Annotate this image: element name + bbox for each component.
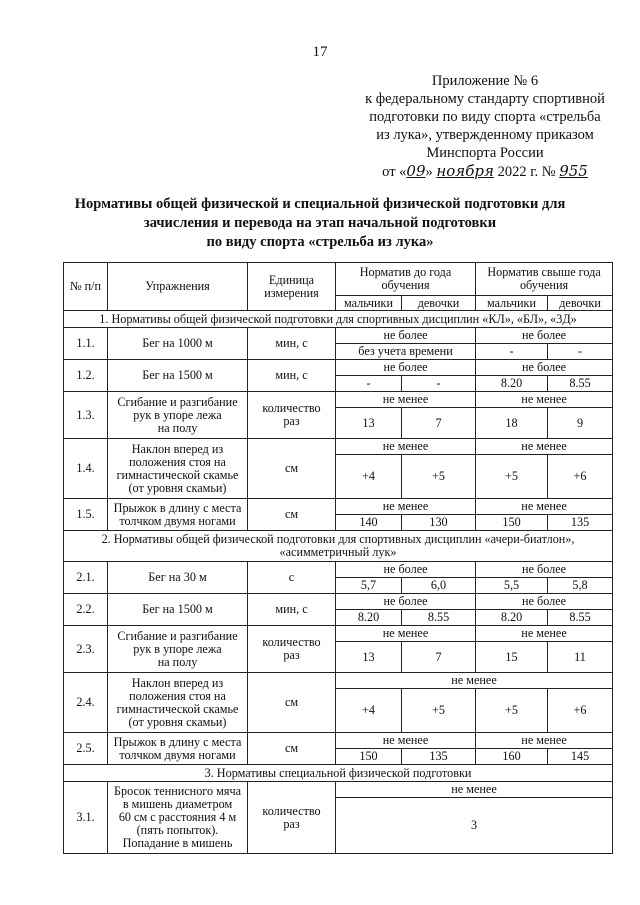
value-cell: 130 xyxy=(402,515,476,531)
row-exercise xyxy=(108,733,248,765)
row-unit xyxy=(248,782,336,854)
header-girls: девочки xyxy=(548,296,613,311)
value-cell: 145 xyxy=(548,749,613,765)
unit-line: количество xyxy=(262,635,321,649)
appendix-line: из лука», утвержденному приказом xyxy=(376,127,594,143)
title-line: зачисления и перевода на этап начальной подготовки xyxy=(143,215,497,231)
unit-line: раз xyxy=(283,414,300,428)
header-exercise: Упражнения xyxy=(108,263,248,311)
row-unit: мин, с xyxy=(248,360,336,392)
value-cell: 9 xyxy=(548,408,613,439)
row-exercise xyxy=(108,673,248,733)
limit-label: не менее xyxy=(336,439,476,455)
row-exercise: Бег на 1500 м xyxy=(108,360,248,392)
row-num: 2.1. xyxy=(64,562,108,594)
exercise-line: в мишень диаметром xyxy=(122,797,233,811)
value-cell: - xyxy=(548,344,613,360)
title-line: Нормативы общей физической и специальной физической подготовки для xyxy=(74,196,566,212)
limit-label: не менее xyxy=(476,499,613,515)
exercise-line: гимнастической скамье xyxy=(116,701,239,716)
appendix-line: к федеральному стандарту спортивной xyxy=(365,91,605,107)
exercise-line: на полу xyxy=(157,420,198,435)
value-cell: 13 xyxy=(336,408,402,439)
row-num: 2.3. xyxy=(64,626,108,673)
row-unit xyxy=(248,626,336,673)
row-exercise xyxy=(108,499,248,531)
row-unit: см xyxy=(248,673,336,733)
row-num: 2.4. xyxy=(64,673,108,733)
value-cell: 8.55 xyxy=(548,376,613,392)
value-cell: 8.55 xyxy=(548,610,613,626)
value-cell: - xyxy=(336,376,402,392)
row-unit: см xyxy=(248,439,336,499)
value-cell: +5 xyxy=(402,455,476,499)
header-norm-first-year: Норматив до года обучения xyxy=(336,263,476,296)
appendix-header xyxy=(350,72,620,181)
unit-line: количество xyxy=(262,803,321,818)
value-cell: 150 xyxy=(336,749,402,765)
limit-label: не менее xyxy=(476,392,613,408)
header-boys: мальчики xyxy=(476,296,548,311)
row-unit: см xyxy=(248,499,336,531)
row-exercise xyxy=(108,782,248,854)
exercise-line: гимнастической скамье xyxy=(116,467,239,482)
exercise-line: (от уровня скамьи) xyxy=(128,714,227,729)
value-cell: +5 xyxy=(476,455,548,499)
limit-label: не более xyxy=(336,360,476,376)
limit-label: не менее xyxy=(336,782,613,798)
row-exercise: Бег на 1000 м xyxy=(108,328,248,360)
limit-label: не более xyxy=(476,328,613,344)
exercise-line: Прыжок в длину с места xyxy=(113,734,242,749)
row-num: 1.3. xyxy=(64,392,108,439)
date-day-handwritten xyxy=(406,162,425,180)
limit-label: не менее xyxy=(476,626,613,642)
exercise-line: Прыжок в длину с места xyxy=(113,500,242,515)
title-line: по виду спорта «стрельба из лука» xyxy=(206,234,434,250)
limit-label: не более xyxy=(336,562,476,578)
value-cell: 5,7 xyxy=(336,578,402,594)
exercise-line: (от уровня скамьи) xyxy=(128,480,227,495)
row-unit: мин, с xyxy=(248,328,336,360)
section-header: 3. Нормативы специальной физической подготовки xyxy=(64,765,613,782)
value-cell: 18 xyxy=(476,408,548,439)
section-header: 1. Нормативы общей физической подготовки для спортивных дисциплин «КЛ», «БЛ», «3Д» xyxy=(64,311,613,328)
row-num: 3.1. xyxy=(64,782,108,854)
limit-label: не менее xyxy=(336,499,476,515)
exercise-line: рук в упоре лежа xyxy=(133,641,222,656)
header-unit: Единица измерения xyxy=(248,263,336,311)
limit-label: не менее xyxy=(476,439,613,455)
date-month-handwritten xyxy=(436,162,494,180)
value-cell: +4 xyxy=(336,455,402,499)
appendix-line: Минспорта России xyxy=(426,145,544,161)
exercise-line: на полу xyxy=(157,654,198,669)
exercise-line: толчком двумя ногами xyxy=(119,513,236,528)
exercise-line: Сгибание и разгибание xyxy=(117,628,238,643)
exercise-line: Наклон вперед из xyxy=(131,441,224,456)
header-num: № п/п xyxy=(64,263,108,311)
row-unit xyxy=(248,392,336,439)
section-line: 2. Нормативы общей физической подготовки для спортивных дисциплин «ачери-биатлон», xyxy=(101,532,575,546)
value-cell: 15 xyxy=(476,642,548,673)
header-norm-after-first-year: Норматив свыше года обучения xyxy=(476,263,613,296)
date-year: 2022 г. № xyxy=(493,164,560,180)
value-cell: 135 xyxy=(548,515,613,531)
exercise-line: (пять попыток). xyxy=(136,823,219,837)
value-cell: 150 xyxy=(476,515,548,531)
exercise-line: Попадание в мишень xyxy=(122,836,233,850)
date-mid: » xyxy=(425,164,437,180)
document-title xyxy=(60,195,580,252)
row-exercise: Бег на 30 м xyxy=(108,562,248,594)
limit-label: не более xyxy=(336,594,476,610)
limit-label: не менее xyxy=(336,392,476,408)
value-cell: 3 xyxy=(336,798,613,854)
row-num: 1.2. xyxy=(64,360,108,392)
row-num: 2.2. xyxy=(64,594,108,626)
header-boys: мальчики xyxy=(336,296,402,311)
exercise-line: рук в упоре лежа xyxy=(133,407,222,422)
row-unit: с xyxy=(248,562,336,594)
exercise-line: положения стоя на xyxy=(129,454,226,469)
exercise-line: положения стоя на xyxy=(129,688,226,703)
limit-label: не более xyxy=(476,562,613,578)
value-cell: 11 xyxy=(548,642,613,673)
row-unit: см xyxy=(248,733,336,765)
value-cell: без учета времени xyxy=(336,344,476,360)
unit-line: раз xyxy=(283,648,300,662)
order-number: 955 xyxy=(559,162,588,180)
value-cell: +5 xyxy=(476,689,548,733)
value-cell: +6 xyxy=(548,689,613,733)
standards-table xyxy=(63,262,613,854)
section-header xyxy=(64,531,613,562)
row-num: 1.5. xyxy=(64,499,108,531)
row-num: 1.1. xyxy=(64,328,108,360)
value-cell: - xyxy=(402,376,476,392)
value-cell: 7 xyxy=(402,642,476,673)
value-cell: 5,8 xyxy=(548,578,613,594)
limit-label: не менее xyxy=(336,673,613,689)
value-cell: 160 xyxy=(476,749,548,765)
appendix-line: подготовки по виду спорта «стрельба xyxy=(369,109,601,125)
exercise-line: 60 см с расстояния 4 м xyxy=(118,810,237,824)
value-cell: 5,5 xyxy=(476,578,548,594)
row-exercise xyxy=(108,626,248,673)
row-unit: мин, с xyxy=(248,594,336,626)
value-cell: 8.20 xyxy=(476,610,548,626)
limit-label: не более xyxy=(476,594,613,610)
limit-label: не более xyxy=(476,360,613,376)
value-cell: 8.55 xyxy=(402,610,476,626)
row-num: 1.4. xyxy=(64,439,108,499)
row-exercise xyxy=(108,392,248,439)
row-exercise xyxy=(108,439,248,499)
row-num: 2.5. xyxy=(64,733,108,765)
exercise-line: Наклон вперед из xyxy=(131,675,224,690)
limit-label: не менее xyxy=(336,733,476,749)
order-number-handwritten xyxy=(559,162,588,180)
limit-label: не более xyxy=(336,328,476,344)
limit-label: не менее xyxy=(476,733,613,749)
date-day: 09 xyxy=(406,162,426,180)
date-prefix: от « xyxy=(382,164,407,180)
value-cell: +5 xyxy=(402,689,476,733)
order-date-line xyxy=(350,162,620,181)
exercise-line: Сгибание и разгибание xyxy=(117,394,238,409)
appendix-line: Приложение № 6 xyxy=(431,73,539,89)
value-cell: 135 xyxy=(402,749,476,765)
value-cell: 8.20 xyxy=(336,610,402,626)
date-month: ноября xyxy=(436,162,494,180)
header-girls: девочки xyxy=(402,296,476,311)
value-cell: 13 xyxy=(336,642,402,673)
page-number: 17 xyxy=(312,44,328,60)
unit-line: раз xyxy=(283,816,300,831)
limit-label: не менее xyxy=(336,626,476,642)
value-cell: 8.20 xyxy=(476,376,548,392)
value-cell: 140 xyxy=(336,515,402,531)
exercise-line: толчком двумя ногами xyxy=(119,747,236,762)
value-cell: - xyxy=(476,344,548,360)
section-line: «асимметричный лук» xyxy=(279,545,397,559)
value-cell: 6,0 xyxy=(402,578,476,594)
value-cell: +6 xyxy=(548,455,613,499)
unit-line: количество xyxy=(262,401,321,415)
exercise-line: Бросок теннисного мяча xyxy=(114,784,241,798)
value-cell: 7 xyxy=(402,408,476,439)
value-cell: +4 xyxy=(336,689,402,733)
row-exercise: Бег на 1500 м xyxy=(108,594,248,626)
